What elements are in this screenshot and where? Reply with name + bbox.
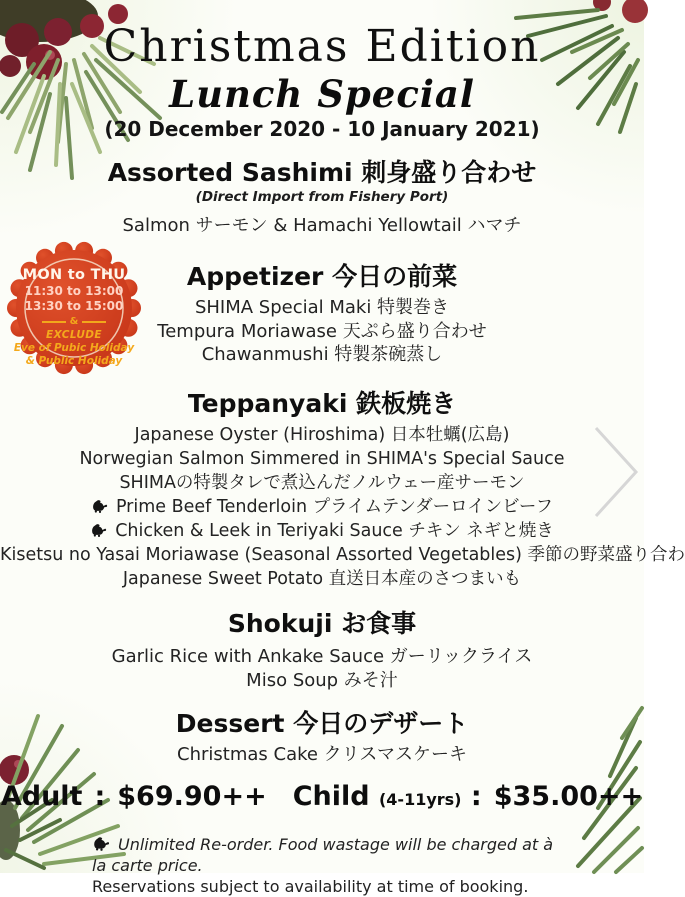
- reservation-note: Reservations subject to availability at time of booking.: [92, 876, 529, 896]
- menu-item: Chawanmushi 特製茶碗蒸し: [201, 344, 443, 365]
- date-range: (20 December 2020 - 10 January 2021): [104, 117, 540, 141]
- colon: :: [470, 780, 482, 812]
- reorder-icon: [90, 523, 108, 537]
- menu-item: Christmas Cake クリスマスケーキ: [177, 743, 467, 765]
- badge-exclude-line-1: Eve of Pubic Holiday: [13, 342, 135, 354]
- badge-exclude-title: EXCLUDE: [46, 329, 102, 341]
- adult-label: Adult: [0, 780, 83, 812]
- menu-item: [0, 519, 644, 543]
- menu-item: SHIMAの特製タレで煮込んだノルウェー産サーモン: [119, 472, 525, 493]
- reorder-icon: [92, 836, 111, 851]
- menu-item: Japanese Sweet Potato 直送日本産のさつまいも: [122, 568, 522, 589]
- menu-item: Norwegian Salmon Simmered in SHIMA's Special Sauce: [79, 448, 565, 469]
- section-heading-dessert: Dessert 今日のデザート: [175, 708, 469, 738]
- badge-ampersand: &: [69, 316, 79, 327]
- section-heading-teppanyaki: Teppanyaki 鉄板焼き: [187, 388, 457, 418]
- menu-item: Japanese Oyster (Hiroshima) 日本牡蠣(広島): [134, 424, 510, 445]
- child-label: Child: [292, 780, 370, 812]
- child-age-range: (4-11yrs): [378, 789, 462, 809]
- badge-time-2: 13:30 to 15:00: [24, 299, 124, 313]
- reorder-note: [92, 834, 572, 876]
- colon: :: [94, 780, 106, 812]
- adult-price: $69.90++: [117, 780, 267, 812]
- menu-item: [0, 495, 644, 519]
- sashimi-note: (Direct Import from Fishery Port): [195, 189, 449, 205]
- reorder-icon: [91, 499, 109, 513]
- menu-item: Tempura Moriawase 天ぷら盛り合わせ: [157, 320, 487, 342]
- hours-badge: [6, 240, 142, 376]
- page-title: Christmas Edition: [103, 21, 541, 72]
- next-arrow-icon[interactable]: [594, 424, 640, 520]
- badge-exclude-line-2: & Public Holiday: [25, 355, 123, 367]
- page-subtitle: Lunch Special: [169, 72, 475, 116]
- price-line: [0, 781, 644, 816]
- menu-item: Salmon サーモン & Hamachi Yellowtail ハマチ: [122, 215, 522, 236]
- section-heading-sashimi: Assorted Sashimi 刺身盛り合わせ: [107, 158, 537, 187]
- menu-item: Garlic Rice with Ankake Sauce ガーリックライス: [111, 645, 533, 667]
- badge-time-1: 11:30 to 13:00: [24, 284, 124, 298]
- section-heading-appetizer: Appetizer 今日の前菜: [186, 262, 458, 291]
- reorder-note-text: Unlimited Re-order. Food wastage will be charged at à la carte price.: [92, 834, 554, 875]
- child-price: $35.00++: [493, 780, 644, 812]
- badge-days: MON to THU: [22, 267, 126, 283]
- footer-notes: [92, 834, 572, 897]
- menu-item-label: Chicken & Leek in Teriyaki Sauce チキン ネギと焼き: [115, 520, 554, 541]
- menu-item: Kisetsu no Yasai Moriawase (Seasonal Assorted Vegetables) 季節の野菜盛り合わ: [0, 544, 685, 565]
- menu-item: Miso Soup みそ汁: [246, 669, 398, 691]
- menu-item: SHIMA Special Maki 特製巻き: [194, 297, 450, 318]
- menu-item-label: Prime Beef Tenderloin プライムテンダーロインビーフ: [115, 496, 554, 517]
- section-heading-shokuji: Shokuji お食事: [227, 608, 417, 638]
- badge-divider: [42, 317, 107, 327]
